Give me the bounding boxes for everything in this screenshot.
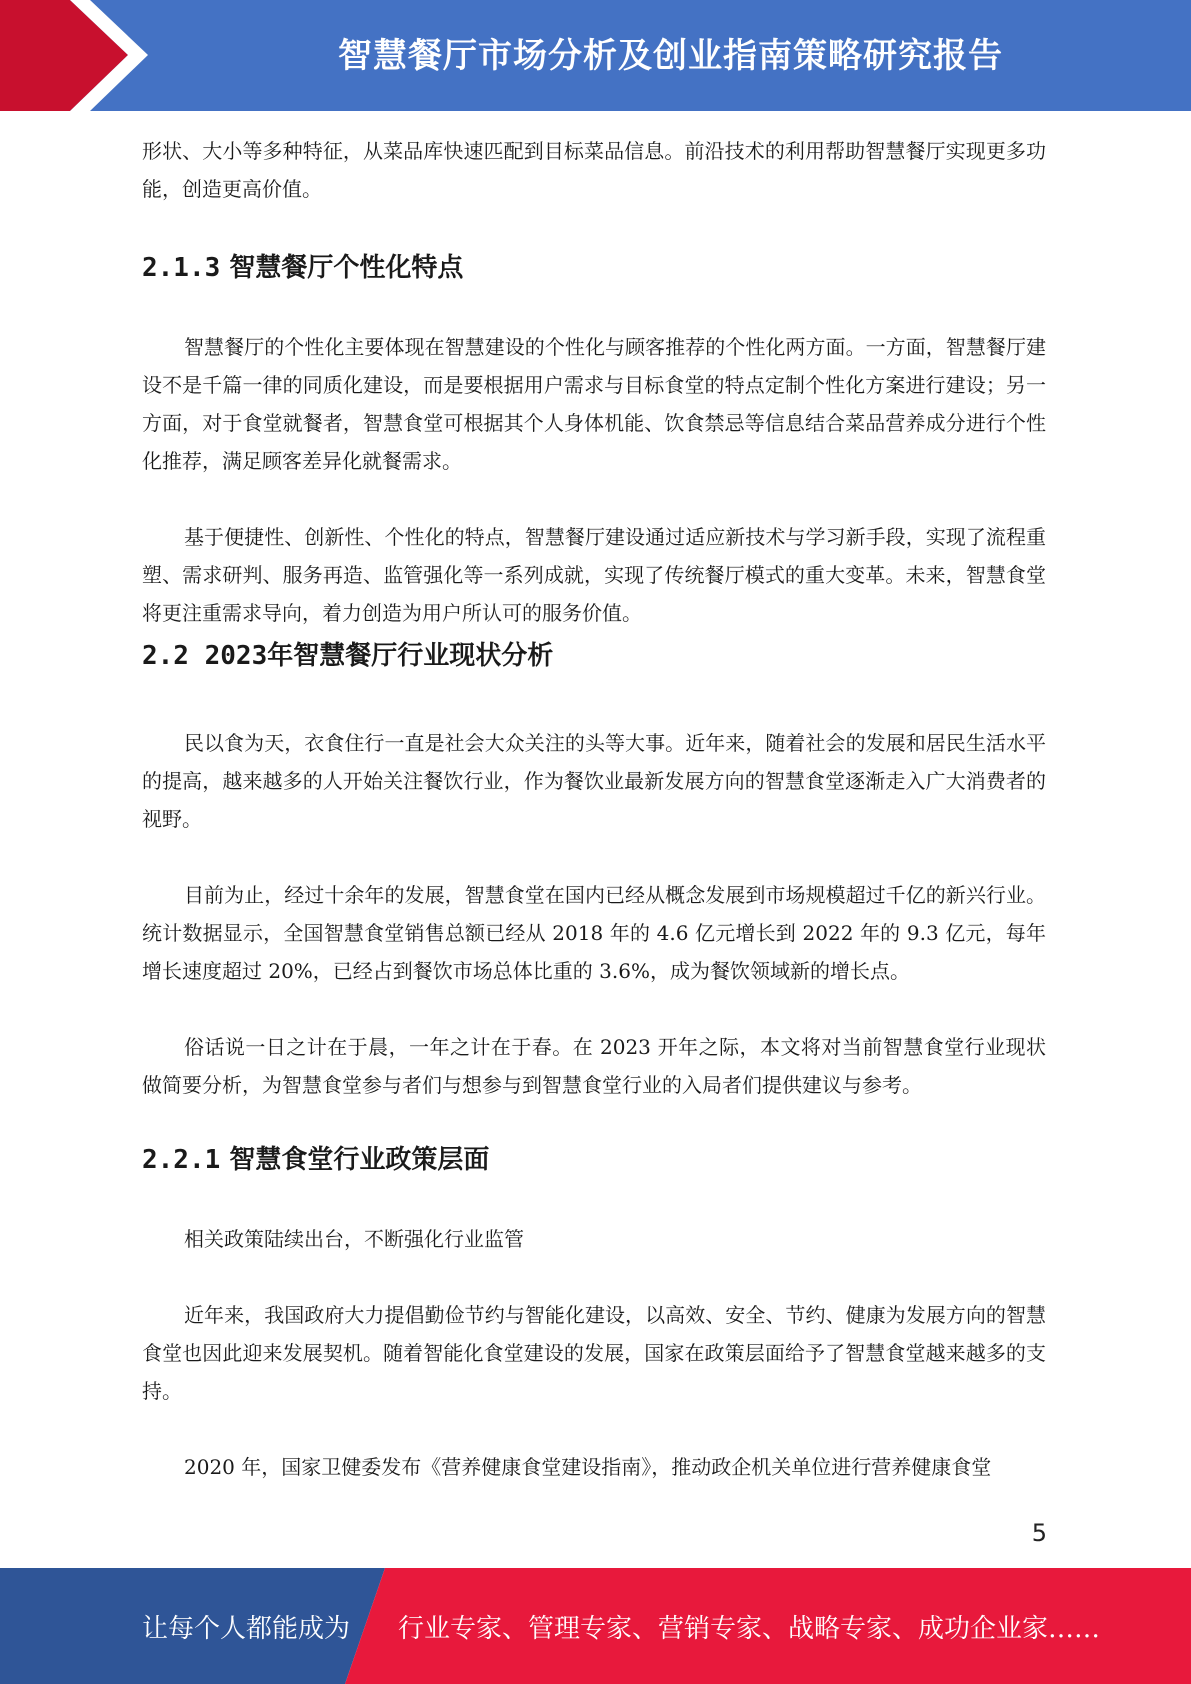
paragraph-market-statistics: 目前为止，经过十余年的发展，智慧食堂在国内已经从概念发展到市场规模超过千亿的新兴行业。统计数据显示，全国智慧食堂销售总额已经从 2018 年的 4.6 亿元增长到 2022 年的 9.3 亿元，每年增长速度超过 20%，已经占到餐饮市场总体比重的 3.6%，成为餐饮领域新的增长点。 (142, 883, 1046, 983)
paragraph-industry-intro: 民以食为天，衣食住行一直是社会大众关注的头等大事。近年来，随着社会的发展和居民生活水平的提高，越来越多的人开始关注餐饮行业，作为餐饮业最新发展方向的智慧食堂逐渐走入广大消费者的视野。 (142, 731, 1046, 831)
page-footer (0, 1568, 1191, 1684)
paragraph-features-summary: 基于便捷性、创新性、个性化的特点，智慧餐厅建设通过适应新技术与学习新手段，实现了流程重塑、需求研判、服务再造、监管强化等一系列成就，实现了传统餐厅模式的重大变革。未来，智慧食堂将更注重需求导向，着力创造为用户所认可的服务价值。 (142, 525, 1046, 625)
section-title: 智慧餐厅个性化特点 (229, 253, 464, 283)
page-header (0, 0, 1191, 111)
page-number: 5 (1031, 1519, 1047, 1547)
section-heading-2-2 (142, 638, 1046, 674)
section-heading-2-2-1 (142, 1142, 1046, 1178)
section-heading-2-1-3 (142, 250, 1046, 286)
footer-slogan-right: 行业专家、管理专家、营销专家、战略专家、成功企业家…… (398, 1614, 1101, 1644)
section-title: 智慧食堂行业政策层面 (229, 1145, 490, 1175)
page-content (142, 132, 1046, 1486)
paragraph-continued: 形状、大小等多种特征，从菜品库快速匹配到目标菜品信息。前沿技术的利用帮助智慧餐厅实现更多功能，创造更高价值。 (142, 139, 1046, 201)
paragraph-policy-support: 近年来，我国政府大力提倡勤俭节约与智能化建设，以高效、安全、节约、健康为发展方向的智慧食堂也因此迎来发展契机。随着智能化食堂建设的发展，国家在政策层面给予了智慧食堂越来越多的支持。 (142, 1303, 1046, 1403)
section-number: 2.1.3 (142, 253, 221, 283)
paragraph-analysis-purpose: 俗话说一日之计在于晨，一年之计在于春。在 2023 开年之际，本文将对当前智慧食堂行业现状做简要分析，为智慧食堂参与者们与想参与到智慧食堂行业的入局者们提供建议与参考。 (142, 1035, 1046, 1097)
report-title: 智慧餐厅市场分析及创业指南策略研究报告 (338, 36, 1003, 76)
paragraph-policy-2020: 2020 年，国家卫健委发布《营养健康食堂建设指南》，推动政企机关单位进行营养健康食堂 (184, 1455, 992, 1479)
footer-slogan-left: 让每个人都能成为 (142, 1614, 351, 1644)
section-number: 2.2 2023 (142, 641, 268, 671)
section-number: 2.2.1 (142, 1145, 221, 1175)
paragraph-personalization: 智慧餐厅的个性化主要体现在智慧建设的个性化与顾客推荐的个性化两方面。一方面，智慧餐厅建设不是千篇一律的同质化建设，而是要根据用户需求与目标食堂的特点定制个性化方案进行建设；另一方面，对于食堂就餐者，智慧食堂可根据其个人身体机能、饮食禁忌等信息结合菜品营养成分进行个性化推荐，满足顾客差异化就餐需求。 (142, 335, 1046, 473)
paragraph-policy-subtitle: 相关政策陆续出台，不断强化行业监管 (184, 1227, 524, 1251)
section-title: 年智慧餐厅行业现状分析 (267, 641, 554, 671)
red-arrow-shape (0, 0, 128, 111)
header-arrow-decoration (0, 0, 160, 111)
